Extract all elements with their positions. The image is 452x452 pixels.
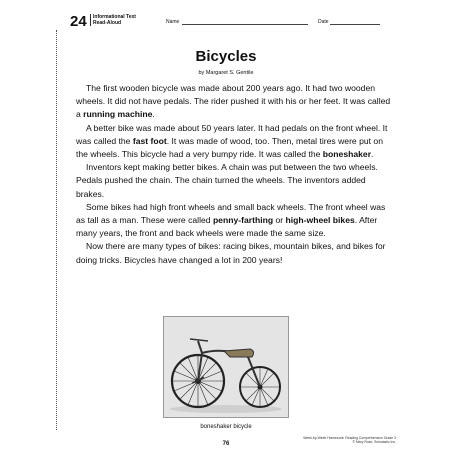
credit-line1: Week-by-Week Homework: Reading Comprehension Grade 3: [303, 436, 396, 440]
boneshaker-photo: [163, 316, 289, 418]
boneshaker-bicycle-illustration: [164, 317, 288, 417]
date-label: Date: [318, 19, 329, 25]
article-byline: by Margaret S. Gentile: [198, 70, 254, 76]
paragraph-3: Inventors kept making better bikes. A chain was put between the two wheels. Pedals pushed the chain. The chain turned the wheels. The inventors added brakes.: [76, 162, 378, 199]
paragraph-2: A better bike was made about 50 years later. It had pedals on the front wheel. It was called the fast foot. It was made of wood, too. Then, metal tires were put on the wheels. This bicycle had a very bumpy ride. It was called the boneshaker.: [76, 122, 388, 160]
paragraph-4: Some bikes had high front wheels and small back wheels. The front wheel was as tall as a man. These were called penny-farthing or high-wheel bikes. After many years, the front and back wheels were made the same size.: [76, 201, 386, 239]
lesson-type-line1: Informational Text: [93, 14, 136, 20]
publisher-credit: [300, 436, 396, 445]
term-penny-farthing: penny-farthing: [212, 215, 274, 226]
dotted-margin-rule: [56, 30, 57, 430]
lesson-type: [90, 14, 136, 26]
paragraph-5: Now there are many types of bikes: racing bikes, mountain bikes, and bikes for doing tricks. Bicycles have changed a lot in 200 years!: [76, 241, 386, 265]
term-boneshaker: boneshaker: [322, 149, 372, 160]
figure-caption: boneshaker bicycle: [200, 424, 252, 430]
name-line: [182, 24, 308, 25]
date-line: [330, 24, 380, 25]
page-number: 76: [222, 441, 230, 447]
term-running-machine: running machine: [83, 109, 153, 120]
article-body: [76, 82, 392, 267]
article-title: Bicycles: [195, 48, 257, 65]
name-label: Name: [166, 19, 180, 25]
paragraph-1: The first wooden bicycle was made about 200 years ago. It had two wooden wheels. It did not have pedals. The rider pushed it with his or her feet. It was called a running machine.: [76, 83, 391, 120]
term-fast-foot: fast foot: [132, 135, 167, 146]
lesson-type-line2: Read-Aloud: [93, 20, 122, 26]
credit-line2: © Mary Rose, Scholastic Inc.: [352, 440, 396, 445]
lesson-number: 24: [70, 13, 87, 30]
term-high-wheel-bikes: high-wheel bikes: [285, 215, 355, 226]
